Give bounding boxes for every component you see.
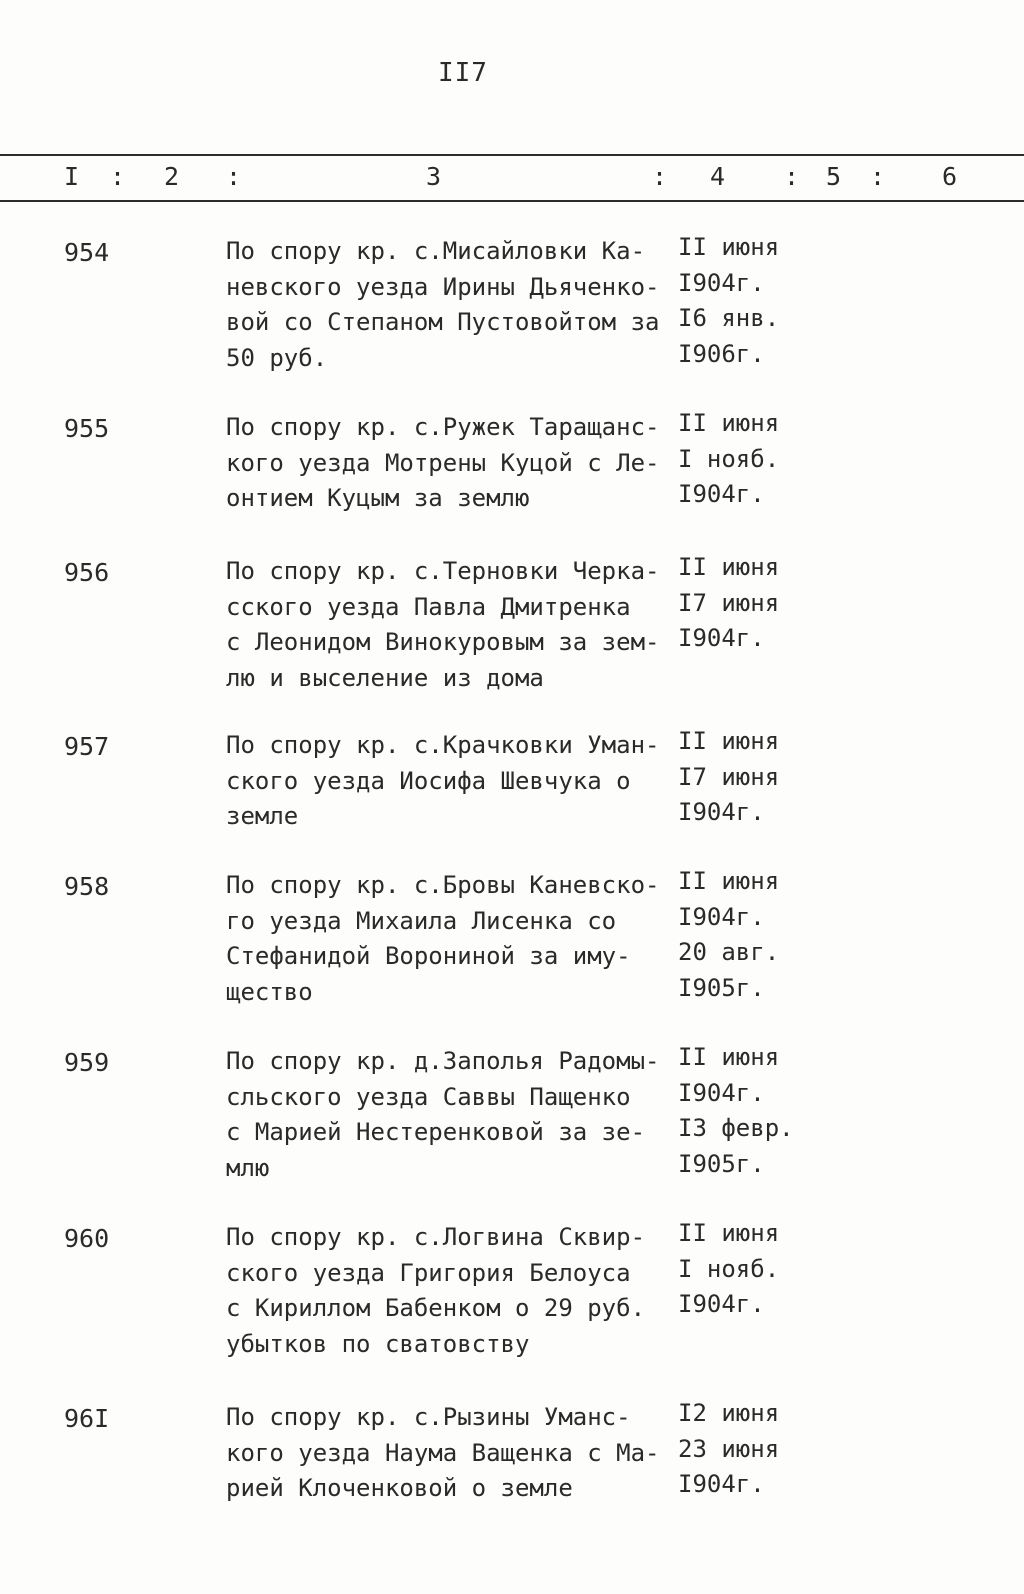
entry-dates (678, 230, 818, 372)
column-header-5: 5 (826, 162, 842, 191)
date-line: I3 февр. (678, 1114, 794, 1142)
header-bottom-rule (0, 200, 1024, 202)
description-line: По спору кр. с.Мисайловки Ка- (226, 237, 646, 265)
date-line: I7 июня (678, 762, 780, 791)
entry-dates (678, 1216, 818, 1323)
description-line: По спору кр. д.Заполья Радомы- (226, 1047, 660, 1075)
date-line: I905г. (678, 973, 765, 1002)
page-number: II7 (438, 58, 488, 88)
entry-number: 954 (64, 238, 110, 267)
description-line: Стефанидой Ворониной за иму- (226, 942, 631, 970)
description-line: млю (226, 1153, 270, 1182)
date-line: II июня (678, 233, 780, 261)
column-header-4: 4 (710, 162, 726, 191)
description-line: По спору кр. с.Бровы Каневско- (226, 871, 660, 899)
date-line: I904г. (678, 1290, 765, 1318)
date-line: I904г. (678, 480, 765, 508)
description-line: ского уезда Иосифа Шевчука о (226, 766, 631, 795)
date-line: II июня (678, 727, 780, 755)
description-line: вой со Степаном Пустовойтом за (226, 308, 660, 336)
date-line: I нояб. (678, 1254, 780, 1283)
description-line: По спору кр. с.Рызины Уманс- (226, 1403, 631, 1431)
entry-number: 960 (64, 1224, 110, 1253)
column-header-2: 2 (164, 162, 180, 191)
entry-dates (678, 550, 818, 657)
description-line: рией Клоченковой о земле (226, 1474, 573, 1502)
column-header-3: 3 (426, 162, 442, 191)
entry-number: 958 (64, 872, 110, 901)
description-line: с Леонидом Винокуровым за зем- (226, 628, 660, 656)
description-line: По спору кр. с.Ружек Таращанс- (226, 413, 660, 441)
date-line: I904г. (678, 624, 765, 652)
date-line: I6 янв. (678, 304, 780, 332)
column-separator: : (652, 162, 668, 191)
entry-dates (678, 1396, 818, 1503)
description-line: убытков по сватовству (226, 1329, 530, 1358)
entry-dates (678, 406, 818, 513)
date-line: I904г. (678, 1470, 765, 1498)
date-line: I904г. (678, 1078, 765, 1107)
entry-dates (678, 724, 818, 831)
column-header-6: 6 (942, 162, 958, 191)
entry-number: 956 (64, 558, 110, 587)
entry-number: 96I (64, 1404, 110, 1433)
entry-description (226, 868, 666, 1010)
entry-dates (678, 1040, 818, 1182)
date-line: I904г. (678, 268, 765, 297)
entry-number: 955 (64, 414, 110, 443)
date-line: 20 авг. (678, 938, 780, 966)
entry-description (226, 1400, 666, 1507)
column-separator: : (784, 162, 800, 191)
description-line: По спору кр. с.Крачковки Уман- (226, 731, 660, 759)
description-line: кого уезда Наума Ващенка с Ма- (226, 1438, 660, 1467)
column-separator: : (110, 162, 126, 191)
date-line: I905г. (678, 1149, 765, 1178)
description-line: го уезда Михаила Лисенка со (226, 906, 617, 935)
date-line: II июня (678, 1219, 780, 1247)
column-separator: : (870, 162, 886, 191)
description-line: щество (226, 977, 313, 1006)
date-line: II июня (678, 553, 780, 581)
date-line: I904г. (678, 902, 765, 931)
description-line: невского уезда Ирины Дьяченко- (226, 272, 660, 301)
description-line: онтием Куцым за землю (226, 484, 530, 512)
description-line: 50 руб. (226, 343, 328, 372)
entry-description (226, 234, 666, 376)
entry-description (226, 728, 666, 835)
description-line: По спору кр. с.Терновки Черка- (226, 557, 660, 585)
entry-dates (678, 864, 818, 1006)
description-line: кого уезда Мотрены Куцой с Ле- (226, 448, 660, 477)
date-line: I нояб. (678, 444, 780, 473)
description-line: лю и выселение из дома (226, 663, 544, 692)
entry-description (226, 410, 666, 517)
description-line: сского уезда Павла Дмитренка (226, 592, 631, 621)
description-line: с Марией Нестеренковой за зе- (226, 1118, 646, 1146)
description-line: с Кириллом Бабенком о 29 руб. (226, 1294, 646, 1322)
entry-description (226, 1220, 666, 1362)
date-line: 23 июня (678, 1434, 780, 1463)
entry-description (226, 554, 666, 696)
entry-number: 959 (64, 1048, 110, 1077)
column-separator: : (226, 162, 242, 191)
entry-number: 957 (64, 732, 110, 761)
date-line: I904г. (678, 798, 765, 826)
description-line: ского уезда Григория Белоуса (226, 1258, 631, 1287)
date-line: II июня (678, 1043, 780, 1071)
description-line: сльского уезда Саввы Пащенко (226, 1082, 631, 1111)
column-header-1: I (64, 162, 80, 191)
date-line: I7 июня (678, 588, 780, 617)
date-line: II июня (678, 409, 780, 437)
date-line: II июня (678, 867, 780, 895)
description-line: По спору кр. с.Логвина Сквир- (226, 1223, 646, 1251)
entry-description (226, 1044, 666, 1186)
date-line: I2 июня (678, 1399, 780, 1427)
description-line: земле (226, 802, 299, 830)
date-line: I906г. (678, 339, 765, 368)
